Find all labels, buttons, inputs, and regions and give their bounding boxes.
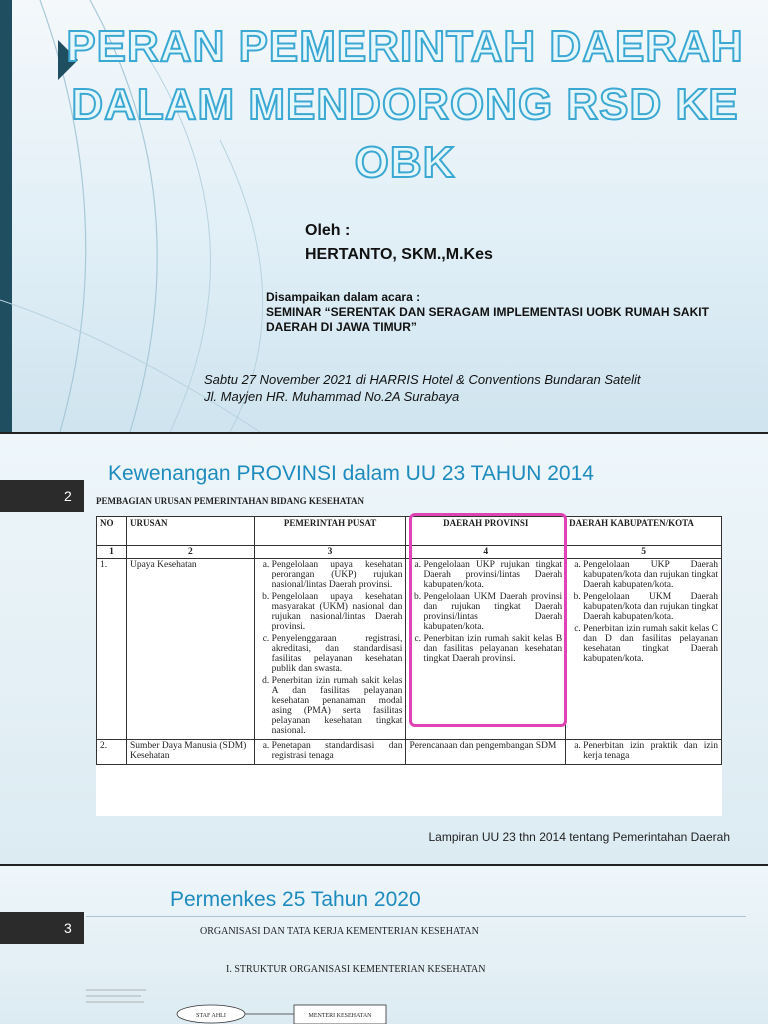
- title-divider: [86, 916, 746, 917]
- table-row: [97, 740, 722, 765]
- title-slide: [0, 0, 768, 432]
- document-caption: PEMBAGIAN URUSAN PEMERINTAHAN BIDANG KESEHATAN: [96, 496, 365, 506]
- list-item: b. Pengelolaan upaya kesehatan masyarakat (UKM) nasional dan rujukan nasional/lintas Daerah provinsi.: [272, 592, 403, 632]
- list-item: a. Pengelolaan upaya kesehatan perorangan (UKP) rujukan nasional/lintas Daerah provinsi.: [272, 560, 403, 590]
- regency-city-cell: [566, 559, 722, 740]
- table-header: URUSAN: [126, 517, 254, 546]
- table-header: NO: [97, 517, 127, 546]
- column-number: 5: [566, 546, 722, 559]
- central-gov-cell: [254, 740, 406, 765]
- staff-box-label: STAF AHLI: [196, 1013, 226, 1019]
- list-item: c. Penerbitan izin rumah sakit kelas C dan D dan fasilitas pelayanan kesehatan tingkat Daerah kabupaten/kota.: [583, 624, 718, 664]
- event-date-venue: [204, 371, 640, 405]
- org-structure-heading: I. STRUKTUR ORGANISASI KEMENTERIAN KESEHATAN: [226, 964, 486, 975]
- province-cell: Perencanaan dan pengembangan SDM: [406, 740, 566, 765]
- author-name: HERTANTO, SKM.,M.Kes: [305, 246, 493, 263]
- slide-title: PERAN PEMERINTAH DAERAH DALAM MENDORONG RSD KE OBK: [66, 22, 744, 187]
- row-affair: Upaya Kesehatan: [126, 559, 254, 740]
- list-item: a. Penerbitan izin praktik dan izin kerja tenaga: [583, 741, 718, 761]
- regency-city-cell: [566, 740, 722, 765]
- org-chart-fragment: [86, 988, 406, 1024]
- list-item: a. Penetapan standardisasi dan registrasi tenaga: [272, 741, 403, 761]
- list-item: a. Pengelolaan UKP Daerah kabupaten/kota dan rujukan tingkat Daerah kabupaten/kota.: [583, 560, 718, 590]
- table-header: PEMERINTAH PUSAT: [254, 517, 406, 546]
- slide-title: Permenkes 25 Tahun 2020: [170, 888, 421, 911]
- date-line-2: Jl. Mayjen HR. Muhammad No.2A Surabaya: [204, 389, 460, 404]
- minister-box-label: MENTERI KESEHATAN: [308, 1013, 372, 1019]
- row-number: 1.: [97, 559, 127, 740]
- slide-3: [0, 866, 768, 1024]
- list-item: c. Penerbitan izin rumah sakit kelas B dan fasilitas pelayanan kesehatan tingkat Daerah provinsi.: [423, 634, 562, 664]
- column-number: 3: [254, 546, 406, 559]
- table-header: DAERAH KABUPATEN/KOTA: [566, 517, 722, 546]
- list-item: a. Pengelolaan UKP rujukan tingkat Daerah provinsi/lintas Daerah kabupaten/kota.: [423, 560, 562, 590]
- province-highlight-box: [409, 513, 567, 727]
- seminar-name: SEMINAR “SERENTAK DAN SERAGAM IMPLEMENTASI UOBK RUMAH SAKIT DAERAH DI JAWA TIMUR”: [266, 305, 709, 334]
- slide-2: [0, 434, 768, 864]
- table-header: DAERAH PROVINSI: [406, 517, 566, 546]
- central-gov-cell: [254, 559, 406, 740]
- org-document-title: ORGANISASI DAN TATA KERJA KEMENTERIAN KESEHATAN: [200, 926, 479, 937]
- column-number: 1: [97, 546, 127, 559]
- presented-at-label: Disampaikan dalam acara :: [266, 290, 421, 304]
- row-affair: Sumber Daya Manusia (SDM) Kesehatan: [126, 740, 254, 765]
- column-number: 2: [126, 546, 254, 559]
- list-item: b. Pengelolaan UKM Daerah provinsi dan rujukan tingkat Daerah provinsi/lintas Daerah kabupaten/kota.: [423, 592, 562, 632]
- slide-number-badge: 2: [0, 480, 84, 512]
- source-footnote: Lampiran UU 23 thn 2014 tentang Pemerintahan Daerah: [428, 830, 730, 844]
- date-line-1: Sabtu 27 November 2021 di HARRIS Hotel & Conventions Bundaran Satelit: [204, 372, 641, 387]
- column-number: 4: [406, 546, 566, 559]
- row-number: 2.: [97, 740, 127, 765]
- slide-title: Kewenangan PROVINSI dalam UU 23 TAHUN 2014: [108, 462, 594, 485]
- by-label: Oleh :: [305, 222, 351, 239]
- slide-number-badge: 3: [0, 912, 84, 944]
- list-item: c. Penyelenggaraan registrasi, akreditasi, dan standardisasi fasilitas pelayanan kesehatan publik dan swasta.: [272, 634, 403, 674]
- list-item: d. Penerbitan izin rumah sakit kelas A dan fasilitas pelayanan kesehatan penanaman modal asing (PMA) serta fasilitas pelayanan kesehatan tingkat nasional.: [272, 676, 403, 736]
- list-item: b. Pengelolaan UKM Daerah kabupaten/kota dan rujukan tingkat Daerah kabupaten/kota.: [583, 592, 718, 622]
